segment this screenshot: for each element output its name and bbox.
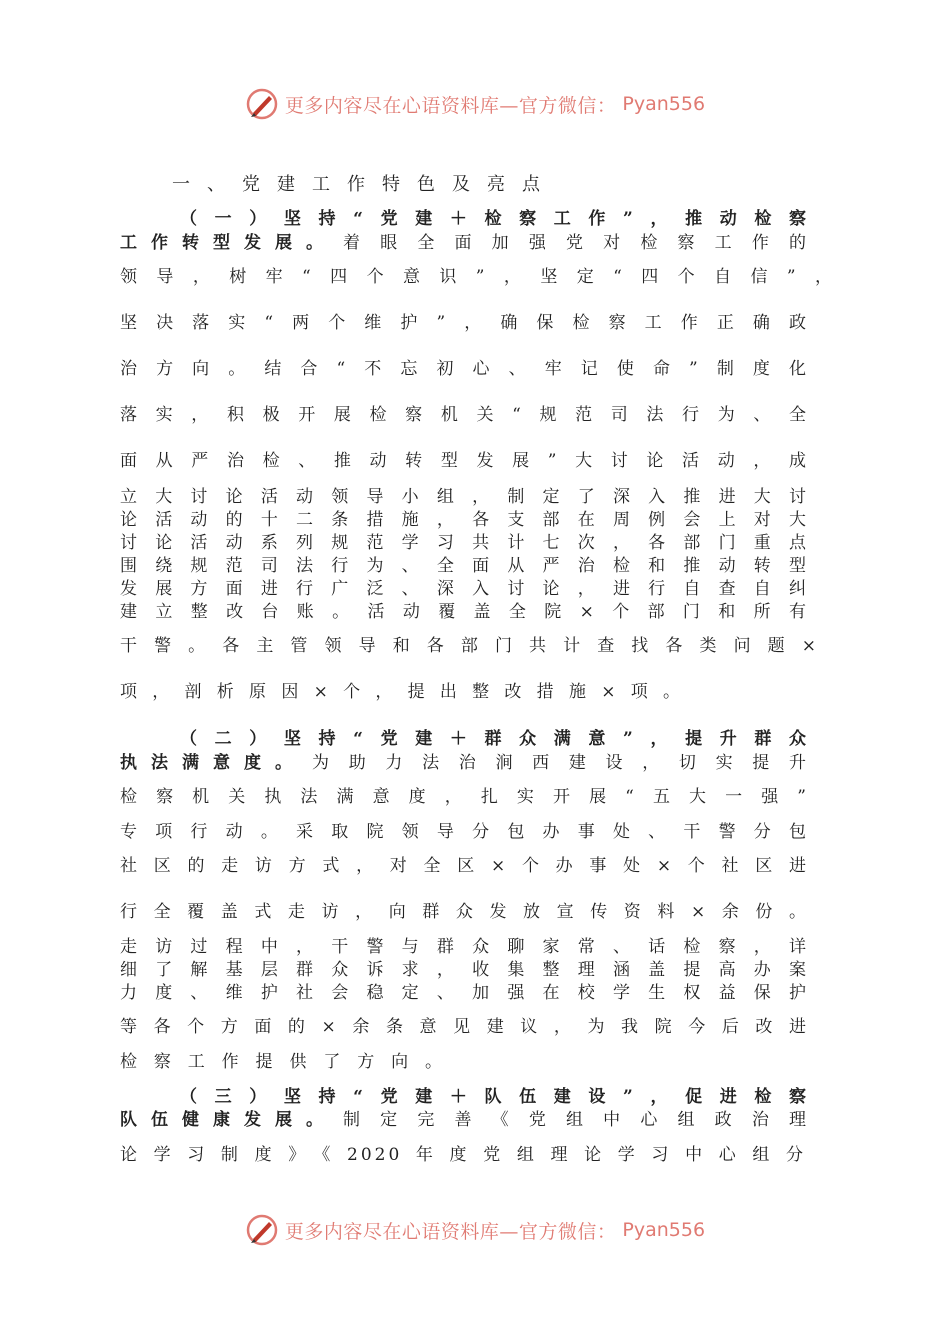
watermark-wechat: Pyan556: [622, 93, 706, 115]
pen-logo-icon: [245, 87, 279, 121]
para-line: 论活动的十二条措施，各支部在周例会上对大: [120, 509, 806, 530]
para-line: 检察工作提供了方向。: [120, 1051, 442, 1072]
para-line: 落实，积极开展检察机关“规范司法行为、全: [120, 404, 806, 425]
para-line: 围绕规范司法行为、全面从严治检和推动转型: [120, 555, 806, 576]
para-line: 专项行动。采取院领导分包办事处、干警分包: [120, 821, 806, 842]
para-line: 讨论活动系列规范学习共计七次，各部门重点: [120, 532, 806, 553]
para-line: （二）坚持“党建＋群众满意”，提升群众: [180, 728, 806, 749]
para-line: 工作转型发展。 着眼全面加强党对检察工作的: [120, 232, 806, 253]
watermark-top: [0, 84, 950, 124]
pen-logo-icon: [245, 1213, 279, 1247]
para-line: 行全覆盖式走访，向群众发放宣传资料×余份。: [120, 901, 806, 922]
para-line: 等各个方面的×余条意见建议，为我院今后改进: [120, 1016, 806, 1037]
para-line: 治方向。结合“不忘初心、牢记使命”制度化: [120, 358, 806, 379]
para-line: 项，剖析原因×个，提出整改措施×项。: [120, 681, 680, 702]
para-line: 发展方面进行广泛、深入讨论，进行自查自纠: [120, 578, 806, 599]
para-line: 领导，树牢“四个意识”，坚定“四个自信”，: [120, 266, 832, 287]
para-line: 论学习制度》《2020年度党组理论学习中心组分: [120, 1144, 806, 1165]
para-line: 走访过程中，干警与群众聊家常、话检察，详: [120, 936, 806, 957]
watermark-text: 更多内容尽在心语资料库—官方微信：: [284, 1220, 617, 1243]
para-line: 细了解基层群众诉求，收集整理涵盖提高办案: [120, 959, 806, 980]
para-line: 干警。各主管领导和各部门共计查找各类问题×: [120, 635, 816, 656]
para-line: 执法满意度。 为助力法治涧西建设，切实提升: [120, 752, 806, 773]
para-line: 队伍健康发展。 制定完善《党组中心组政治理: [120, 1109, 806, 1130]
para-line: （一）坚持“党建＋检察工作”，推动检察: [180, 208, 806, 229]
para-line: 面从严治检、推动转型发展”大讨论活动，成: [120, 450, 806, 471]
para-line: 力度、维护社会稳定、加强在校学生权益保护: [120, 982, 806, 1003]
para-line: 社区的走访方式，对全区×个办事处×个社区进: [120, 855, 806, 876]
para-line: （三）坚持“党建＋队伍建设”，促进检察: [180, 1086, 806, 1107]
section-heading: 一、党建工作特色及亮点: [172, 174, 557, 195]
watermark-text: 更多内容尽在心语资料库—官方微信：: [284, 94, 617, 117]
watermark-bottom: [0, 1210, 950, 1250]
para-line: 检察机关执法满意度，扎实开展“五大一强”: [120, 786, 806, 807]
watermark-wechat: Pyan556: [622, 1219, 706, 1241]
para-line: 立大讨论活动领导小组，制定了深入推进大讨: [120, 486, 806, 507]
para-line: 建立整改台账。活动覆盖全院×个部门和所有: [120, 601, 806, 622]
para-line: 坚决落实“两个维护”，确保检察工作正确政: [120, 312, 806, 333]
